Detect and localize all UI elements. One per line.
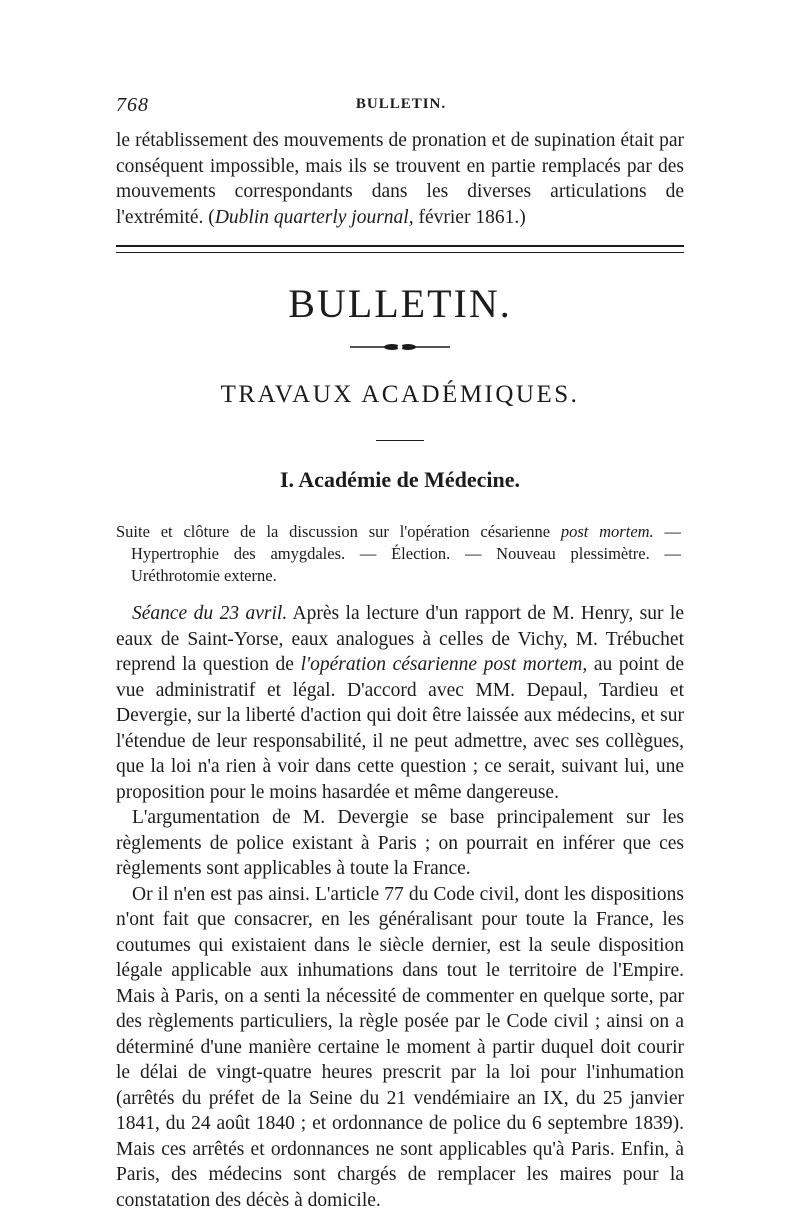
bulletin-title: BULLETIN.: [288, 281, 512, 326]
short-rule-divider: [376, 440, 424, 441]
running-head-title: BULLETIN.: [355, 96, 447, 112]
intro-date: février 1861.): [413, 206, 526, 228]
journal-citation: Dublin quarterly journal,: [214, 206, 414, 228]
paragraph-text: au point de vue administratif et légal. D'accord avec MM. Depaul, Tardieu et Devergie, sur la liberté d'action qui doit être laissée aux médecins, et sur l'étendue de leur responsabilité, il ne peut admettre, avec ses collègues, que la loi n'a rien à voir dans cette question ; ce serait, suivant lui, une proposition pour le moins hasardée et même dangereuse.: [116, 654, 684, 803]
paragraph-argumentation: L'argumentation de M. Devergie se base principalement sur les règlements de police existant à Paris ; on pourrait en inférer que ces règlements sont applicables à toute la France.: [116, 807, 684, 879]
paragraph-text: Après la lecture d'un rapport de M. Henry, sur le eaux de Saint-Yorse, eaux analogues à celles de Vichy, M. Trébuchet reprend la question de: [116, 603, 684, 675]
intro-paragraph: [116, 128, 684, 230]
paragraph-italic: l'opération césarienne post mortem,: [300, 654, 588, 675]
seance-lead: Séance du 23 avril.: [132, 603, 288, 624]
paragraph-seance: [116, 601, 684, 805]
summary-text-1: Suite et clôture de la discussion sur l'opération césarienne: [116, 522, 561, 541]
page-number: 768: [116, 94, 149, 116]
section-title: TRAVAUX ACADÉMIQUES.: [220, 381, 580, 408]
summary-text-2: — Hypertrophie des amygdales. — Élection. — Nouveau plessimètre. — Uréthrotomie externe.: [131, 522, 681, 585]
body-text: [116, 601, 684, 1213]
intro-text: le rétablissement des mouvements de pronation et de supination était par conséquent impossible, mais ils se trouvent en partie remplacés par des mouvements correspondants dans les diverses articulations de l'extrémité. (: [116, 130, 684, 228]
subsection-title: I. Académie de Médecine.: [279, 467, 521, 492]
session-summary: [116, 521, 681, 587]
ornament-divider: [350, 342, 450, 352]
paragraph-code-civil: Or il n'en est pas ainsi. L'article 77 du Code civil, dont les dispositions n'ont fait que consacrer, en les généralisant pour toute la France, les coutumes qui existaient dans le siècle dernier, est la seule disposition légale applicable aux inhumations dans tout le territoire de l'Empire. Mais à Paris, on a senti la nécessité de commenter en quelque sorte, par des règlements particuliers, la règle posée par le Code civil ; ainsi on a déterminé d'une manière certaine le moment à partir duquel doit courir le délai de vingt-quatre heures prescrit par la loi pour l'inhumation (arrêtés du préfet de la Seine du 21 vendémiaire an IX, du 25 janvier 1841, du 24 août 1840 ; et ordonnance de police du 6 septembre 1839). Mais ces arrêtés et ordonnances ne sont applicables qu'à Paris. Enfin, à Paris, des médecins sont chargés de remplacer les maires pour la constatation des décès à domicile.: [116, 883, 684, 1211]
double-rule-divider: [116, 245, 684, 253]
running-head: [116, 94, 686, 118]
summary-italic: post mortem.: [560, 522, 654, 541]
